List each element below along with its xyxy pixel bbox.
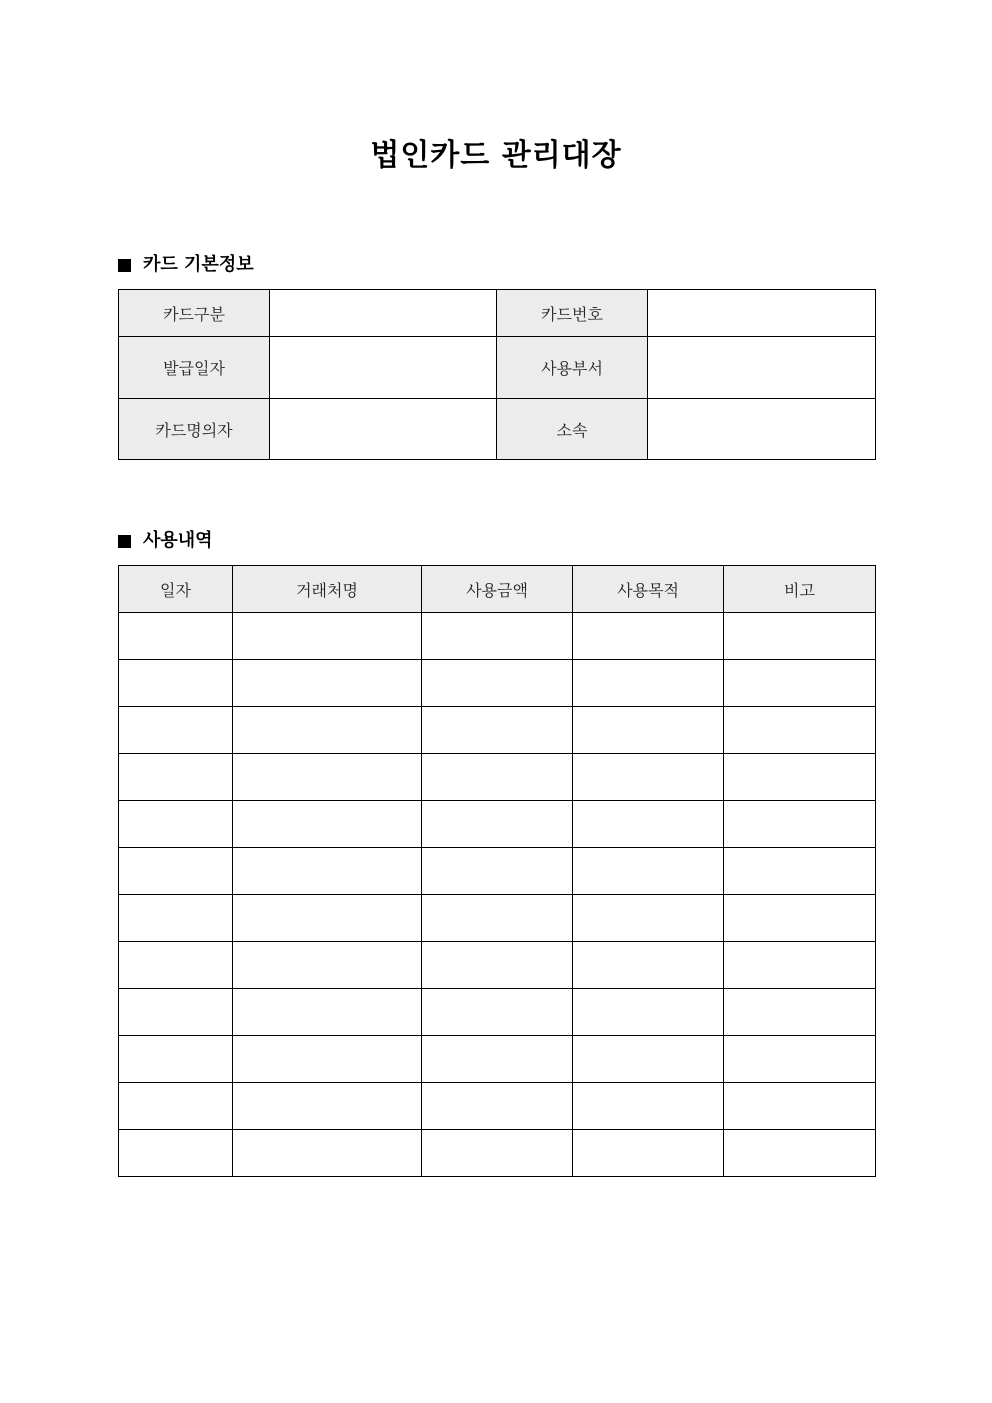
- note-cell[interactable]: [724, 1130, 876, 1177]
- column-header-purpose: 사용목적: [573, 566, 724, 613]
- label-card-number: 카드번호: [497, 290, 648, 337]
- table-header-row: [119, 566, 876, 613]
- purpose-cell[interactable]: [573, 989, 724, 1036]
- section-heading-basic-info: [118, 252, 254, 278]
- label-card-holder: 카드명의자: [119, 399, 270, 460]
- amount-cell[interactable]: [422, 801, 573, 848]
- amount-cell[interactable]: [422, 707, 573, 754]
- section-heading-label: 카드 기본정보: [143, 254, 254, 275]
- vendor-cell[interactable]: [233, 801, 422, 848]
- section-heading-label: 사용내역: [143, 530, 213, 551]
- amount-cell[interactable]: [422, 613, 573, 660]
- purpose-cell[interactable]: [573, 801, 724, 848]
- amount-cell[interactable]: [422, 754, 573, 801]
- note-cell[interactable]: [724, 1036, 876, 1083]
- vendor-cell[interactable]: [233, 707, 422, 754]
- label-card-type: 카드구분: [119, 290, 270, 337]
- basic-info-table: [118, 289, 876, 460]
- vendor-cell[interactable]: [233, 754, 422, 801]
- amount-cell[interactable]: [422, 989, 573, 1036]
- table-row: [119, 848, 876, 895]
- amount-cell[interactable]: [422, 1036, 573, 1083]
- card-holder-field[interactable]: [270, 399, 497, 460]
- vendor-cell[interactable]: [233, 848, 422, 895]
- department-field[interactable]: [648, 337, 876, 399]
- vendor-cell[interactable]: [233, 613, 422, 660]
- card-type-field[interactable]: [270, 290, 497, 337]
- vendor-cell[interactable]: [233, 1083, 422, 1130]
- label-department: 사용부서: [497, 337, 648, 399]
- date-cell[interactable]: [119, 989, 233, 1036]
- column-header-amount: 사용금액: [422, 566, 573, 613]
- table-row: [119, 290, 876, 337]
- table-row: [119, 801, 876, 848]
- table-row: [119, 660, 876, 707]
- amount-cell[interactable]: [422, 660, 573, 707]
- amount-cell[interactable]: [422, 1130, 573, 1177]
- table-row: [119, 754, 876, 801]
- vendor-cell[interactable]: [233, 942, 422, 989]
- vendor-cell[interactable]: [233, 660, 422, 707]
- purpose-cell[interactable]: [573, 1083, 724, 1130]
- note-cell[interactable]: [724, 848, 876, 895]
- table-row: [119, 989, 876, 1036]
- note-cell[interactable]: [724, 989, 876, 1036]
- usage-table-body: [119, 613, 876, 1177]
- purpose-cell[interactable]: [573, 848, 724, 895]
- amount-cell[interactable]: [422, 942, 573, 989]
- table-row: [119, 1083, 876, 1130]
- date-cell[interactable]: [119, 1130, 233, 1177]
- table-row: [119, 1036, 876, 1083]
- note-cell[interactable]: [724, 895, 876, 942]
- purpose-cell[interactable]: [573, 707, 724, 754]
- date-cell[interactable]: [119, 613, 233, 660]
- table-row: [119, 613, 876, 660]
- amount-cell[interactable]: [422, 848, 573, 895]
- square-bullet-icon: [118, 535, 131, 548]
- square-bullet-icon: [118, 259, 131, 272]
- table-row: [119, 399, 876, 460]
- vendor-cell[interactable]: [233, 1130, 422, 1177]
- usage-table: [118, 565, 876, 1177]
- label-issue-date: 발급일자: [119, 337, 270, 399]
- date-cell[interactable]: [119, 848, 233, 895]
- note-cell[interactable]: [724, 1083, 876, 1130]
- section-heading-usage: [118, 528, 213, 554]
- purpose-cell[interactable]: [573, 660, 724, 707]
- note-cell[interactable]: [724, 942, 876, 989]
- table-row: [119, 1130, 876, 1177]
- affiliation-field[interactable]: [648, 399, 876, 460]
- table-row: [119, 895, 876, 942]
- label-affiliation: 소속: [497, 399, 648, 460]
- column-header-note: 비고: [724, 566, 876, 613]
- column-header-date: 일자: [119, 566, 233, 613]
- table-row: [119, 337, 876, 399]
- date-cell[interactable]: [119, 1036, 233, 1083]
- date-cell[interactable]: [119, 660, 233, 707]
- date-cell[interactable]: [119, 942, 233, 989]
- amount-cell[interactable]: [422, 1083, 573, 1130]
- table-row: [119, 942, 876, 989]
- purpose-cell[interactable]: [573, 1130, 724, 1177]
- column-header-vendor: 거래처명: [233, 566, 422, 613]
- vendor-cell[interactable]: [233, 895, 422, 942]
- page-title: 법인카드 관리대장: [370, 138, 622, 173]
- note-cell[interactable]: [724, 801, 876, 848]
- note-cell[interactable]: [724, 754, 876, 801]
- purpose-cell[interactable]: [573, 942, 724, 989]
- date-cell[interactable]: [119, 895, 233, 942]
- card-number-field[interactable]: [648, 290, 876, 337]
- date-cell[interactable]: [119, 754, 233, 801]
- purpose-cell[interactable]: [573, 613, 724, 660]
- vendor-cell[interactable]: [233, 1036, 422, 1083]
- purpose-cell[interactable]: [573, 895, 724, 942]
- issue-date-field[interactable]: [270, 337, 497, 399]
- date-cell[interactable]: [119, 801, 233, 848]
- note-cell[interactable]: [724, 613, 876, 660]
- vendor-cell[interactable]: [233, 989, 422, 1036]
- table-row: [119, 707, 876, 754]
- date-cell[interactable]: [119, 707, 233, 754]
- note-cell[interactable]: [724, 707, 876, 754]
- purpose-cell[interactable]: [573, 754, 724, 801]
- date-cell[interactable]: [119, 1083, 233, 1130]
- amount-cell[interactable]: [422, 895, 573, 942]
- purpose-cell[interactable]: [573, 1036, 724, 1083]
- note-cell[interactable]: [724, 660, 876, 707]
